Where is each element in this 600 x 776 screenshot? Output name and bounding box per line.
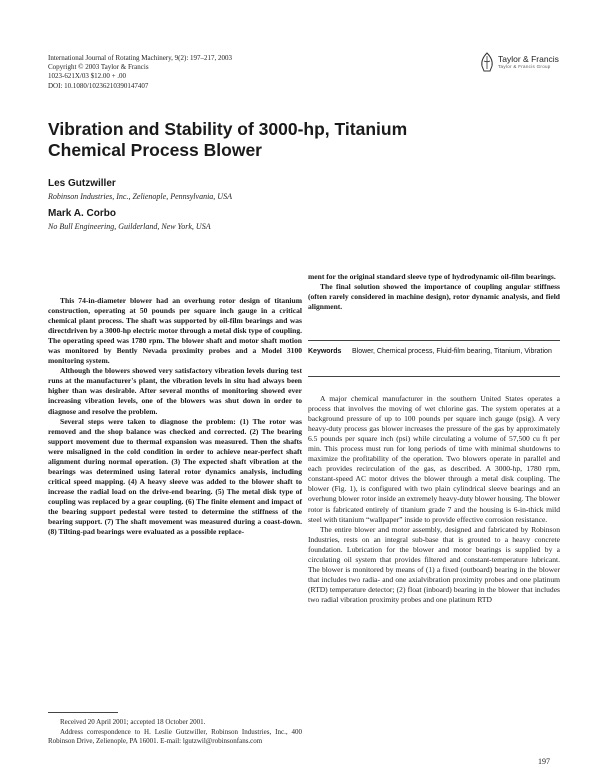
abstract-paragraph-2: Although the blowers showed very satisfactory vibration levels during test runs at the manufacturer's plant, the vibration levels in situ had always been higher than was desirable. After several months of monitoring showed ever increasing vibration levels, one of the blowers was shut down in order to diagnose and resolve the problem. — [48, 366, 302, 416]
publisher-name: Taylor & Francis — [498, 54, 559, 64]
keywords-divider-bottom — [308, 376, 560, 377]
doi-line: DOI: 10.1080/10236210390147407 — [48, 81, 149, 90]
footnote-divider — [48, 712, 118, 713]
publisher-emblem-icon — [478, 52, 496, 72]
keywords-list: Blower, Chemical process, Fluid-film bearing, Titanium, Vibration — [352, 348, 552, 355]
abstract-left-column — [48, 296, 302, 537]
publisher-group: Taylor & Francis Group — [498, 64, 551, 69]
keywords-label: Keywords — [308, 348, 342, 355]
journal-header — [48, 54, 378, 91]
author-2-name: Mark A. Corbo — [48, 208, 116, 219]
copyright-line: Copyright © 2003 Taylor & Francis — [48, 63, 149, 72]
author-1-name: Les Gutzwiller — [48, 178, 116, 189]
abstract-paragraph-1: This 74-in-diameter blower had an overhung rotor design of titanium construction, operating at 50 pounds per square inch gauge in a critical chemical plant process. The shaft was supported by oil-film bearings and was directdriven by a 3000-hp electric motor through a metal disk type of coupling. The operating speed was 1780 rpm. The blower shaft and motor shaft motion was monitored by Bently Nevada proximity probes and a Model 3100 monitoring system. — [48, 296, 302, 366]
issn-line: 1023-621X/03 $12.00 + .00 — [48, 72, 127, 81]
footnote — [48, 718, 302, 747]
page-number: 197 — [538, 757, 550, 766]
abstract-paragraph-3: Several steps were taken to diagnose the problem: (1) The rotor was removed and the shop balance was checked and corrected. (2) The bearing support movement due to thermal expansion was measured. Then the shafts were misaligned in the cold condition in order to achieve near-perfect shaft alignment during normal operation. (3) The expected shaft vibration at the bearings was determined using lateral rotor dynamics analysis, including critical speed mapping. (4) A heavy sleeve was added to the blower shaft to increase the radial load on the drive-end bearing. (5) The metal disk type of coupling was replaced by a gear coupling. (6) The finite element and impact of the bearing support pedestal were tested to determine the stiffness of the bearing support. (7) The shaft movement was measured during a coast-down. (8) Tilting-pad bearings were evaluated as a possible replace- — [48, 416, 302, 537]
article-title-line-2: Chemical Process Blower — [48, 140, 262, 160]
abstract-conclusion: The final solution showed the importance of coupling angular stiffness (often rarely considered in machine design), rotor dynamic analysis, and field alignment. — [308, 282, 560, 312]
body-paragraph-2: The entire blower and motor assembly, designed and fabricated by Robinson Industries, rests on an integral sub-base that is grouted to a heavy concrete foundation. Lubrication for the blower and motor bearings is supplied by a circulating oil system that provides filtered and constant-temperature lubricant. The blower is monitored by means of (1) a fixed (outboard) bearing in the blower that includes two radia- and one axialvibration proximity probes and one platinum (RTD) temperature detector; (2) float (inboard) bearing in the blower that includes two radial vibration proximity probes and one platinum RTD — [308, 524, 560, 604]
footnote-received: Received 20 April 2001; accepted 18 October 2001. — [60, 718, 206, 726]
article-title — [48, 119, 468, 161]
body-text-column — [308, 394, 560, 605]
article-title-line-1: Vibration and Stability of 3000-hp, Titanium — [48, 119, 408, 139]
footnote-correspondence: Address correspondence to H. Leslie Gutzwiller, Robinson Industries, Inc., 400 Robinson Drive, Zelienople, PA 16001. E-mail: lgutzwil@robinsonfans.com — [48, 727, 302, 746]
publisher-logo — [478, 52, 568, 74]
abstract-continuation: ment for the original standard sleeve type of hydrodynamic oil-film bearings. — [308, 272, 556, 281]
abstract-right-column — [308, 272, 560, 312]
journal-citation: International Journal of Rotating Machinery, 9(2): 197–217, 2003 — [48, 54, 233, 62]
author-1-affiliation: Robinson Industries, Inc., Zelienople, Pennsylvania, USA — [48, 192, 232, 201]
body-paragraph-1: A major chemical manufacturer in the southern United States operates a process that involves the moving of wet chlorine gas. The system operates at a background pressure of up to 100 pounds per square inch gauge (psig). A very heavy-duty process gas blower increases the pressure of the gas by approximately 6.5 pounds per square inch (psi) while circulating a volume of 57,500 cu ft per min. This process must run for long periods of time with minimal shutdowns to maximize the profitability of the operation. Two blowers operate in parallel and each provides recirculation of the gas, as described. A 3000-hp, 1780 rpm, constant-speed AC motor drives the blower through a metal disk coupling. The blower (Fig. 1), is configured with two plain cylindrical sleeve bearings and an overhung blower rotor inside an extremely heavy-duty blower housing. The blower rotor is fabricated entirely of titanium grade 7 and the housing is 6-in-thick mild steel with titanium “wallpaper” inside to provide effective corrosion resistance. — [308, 394, 560, 524]
keywords-divider-top — [308, 340, 560, 341]
author-2-affiliation: No Bull Engineering, Guilderland, New York, USA — [48, 222, 211, 231]
